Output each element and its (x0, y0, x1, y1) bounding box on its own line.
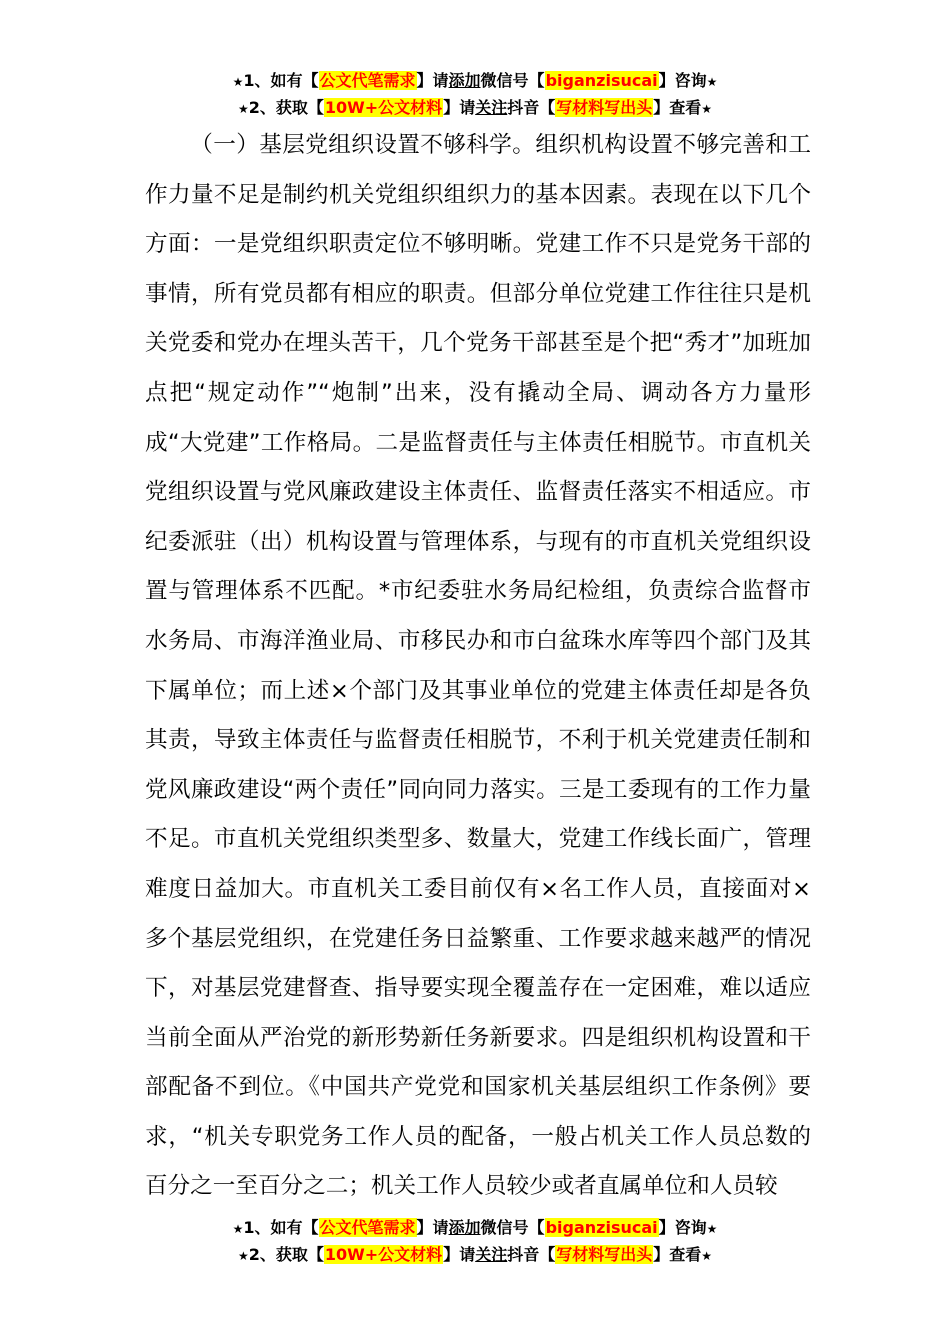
header-banner (0, 68, 950, 122)
header-text: 】请 (416, 71, 449, 90)
star-icon: ★ (701, 102, 713, 116)
footer-text: 】咨询 (658, 1218, 707, 1237)
highlight-text: 10W+公文材料 (324, 98, 443, 117)
header-text: 】请 (443, 98, 476, 117)
body-paragraph: （一）基层党组织设置不够科学。组织机构设置不够完善和工作力量不足是制约机关党组织组织力的基本因素。表现在以下几个方面：一是党组织职责定位不够明晰。党建工作不只是党务干部的事情，所有党员都有相应的职责。但部分单位党建工作往往只是机关党委和党办在埋头苦干，几个党务干部甚至是个把“秀才”加班加点把“规定动作”“炮制”出来，没有撬动全局、调动各方力量形成“大党建”工作格局。二是监督责任与主体责任相脱节。市直机关党组织设置与党风廉政建设主体责任、监督责任落实不相适应。市纪委派驻（出）机构设置与管理体系，与现有的市直机关党组织设置与管理体系不匹配。*市纪委驻水务局纪检组，负责综合监督市水务局、市海洋渔业局、市移民办和市白盆珠水库等四个部门及其下属单位；而上述×个部门及其事业单位的党建主体责任却是各负其责，导致主体责任与监督责任相脱节，不利于机关党建责任制和党风廉政建设“两个责任”同向同力落实。三是工委现有的工作力量不足。市直机关党组织类型多、数量大，党建工作线长面广，管理难度日益加大。市直机关工委目前仅有×名工作人员，直接面对×多个基层党组织，在党建任务日益繁重、工作要求越来越严的情况下，对基层党建督查、指导要实现全覆盖存在一定困难，难以适应当前全面从严治党的新形势新任务新要求。四是组织机构设置和干部配备不到位。《中国共产党党和国家机关基层组织工作条例》要求，“机关专职党务工作人员的配备，一般占机关工作人员总数的百分之一至百分之二；机关工作人员较少或者直属单位和人员较 (145, 132, 811, 1200)
highlight-text: 公文代笔需求 (319, 71, 416, 90)
footer-line-2 (0, 1242, 950, 1269)
header-text: 微信号【 (480, 71, 545, 90)
footer-text: 】请 (443, 1245, 476, 1264)
footer-line-1 (0, 1215, 950, 1242)
underlined-text: 添加 (448, 71, 481, 90)
highlight-text: 10W+公文材料 (324, 1245, 443, 1264)
footer-text: 】请 (416, 1218, 449, 1237)
star-icon: ★ (232, 1222, 244, 1236)
header-text: 1、如有【 (243, 71, 319, 90)
douyin-name: 写材料写出头 (556, 98, 653, 117)
header-line-1 (0, 68, 950, 95)
footer-text: 抖音【 (507, 1245, 556, 1264)
footer-text: 2、获取【 (248, 1245, 324, 1264)
star-icon: ★ (706, 1222, 718, 1236)
header-text: 】查看 (653, 98, 702, 117)
header-line-2 (0, 95, 950, 122)
star-icon: ★ (237, 1249, 249, 1263)
footer-banner (0, 1215, 950, 1269)
underlined-text: 添加 (448, 1218, 481, 1237)
star-icon: ★ (237, 102, 249, 116)
underlined-text: 关注 (475, 1245, 508, 1264)
header-text: 】咨询 (658, 71, 707, 90)
wechat-id: biganzisucai (545, 71, 658, 90)
star-icon: ★ (706, 75, 718, 89)
footer-text: 微信号【 (480, 1218, 545, 1237)
douyin-name: 写材料写出头 (556, 1245, 653, 1264)
footer-text: 】查看 (653, 1245, 702, 1264)
underlined-text: 关注 (475, 98, 508, 117)
highlight-text: 公文代笔需求 (319, 1218, 416, 1237)
header-text: 2、获取【 (248, 98, 324, 117)
star-icon: ★ (232, 75, 244, 89)
wechat-id: biganzisucai (545, 1218, 658, 1237)
star-icon: ★ (701, 1249, 713, 1263)
footer-text: 1、如有【 (243, 1218, 319, 1237)
header-text: 抖音【 (507, 98, 556, 117)
